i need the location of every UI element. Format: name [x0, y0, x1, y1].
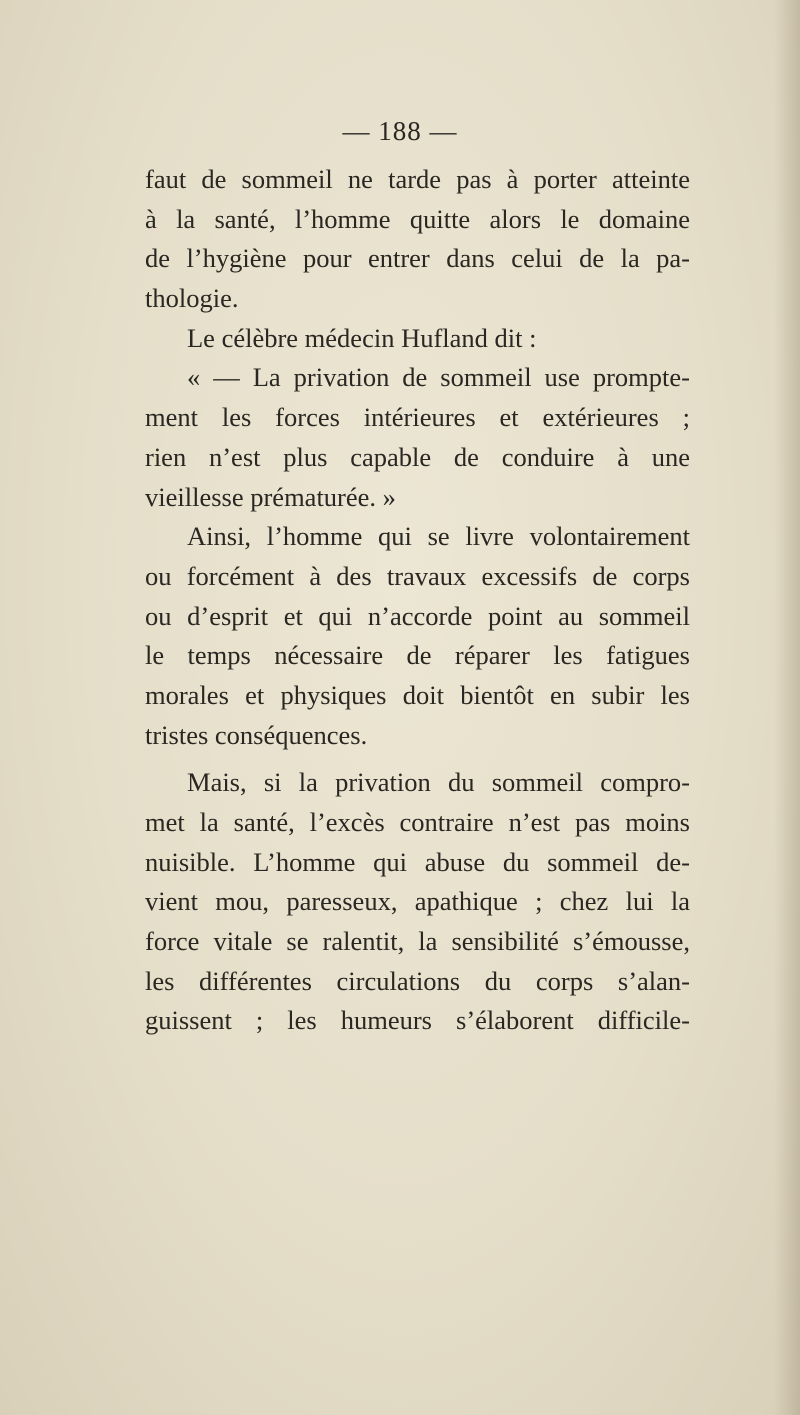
paragraph-start-line: Le célèbre médecin Hufland dit :	[187, 322, 537, 353]
text-line: faut de sommeil ne tarde pas à porter atteinte	[145, 164, 690, 194]
page-edge-shadow	[774, 0, 800, 1415]
text-line: force vitale se ralentit, la sensibilité s’émousse,	[145, 926, 690, 957]
text-line: à la santé, l’homme quitte alors le domaine	[145, 203, 690, 234]
text-line: vient mou, paresseux, apathique ; chez lui la	[145, 886, 690, 917]
text-line: vieillesse prématurée. »	[145, 481, 396, 512]
text-line: le temps nécessaire de réparer les fatigues	[145, 640, 690, 671]
text-line: morales et physiques doit bientôt en subir les	[145, 679, 690, 710]
text-line: thologie.	[145, 283, 239, 314]
text-line: rien n’est plus capable de conduire à une	[145, 441, 690, 472]
text-line: de l’hygiène pour entrer dans celui de la pa-	[145, 243, 690, 274]
text-line: ou d’esprit et qui n’accorde point au sommeil	[145, 600, 690, 631]
text-line: met la santé, l’excès contraire n’est pas moins	[145, 807, 690, 837]
text-line: nuisible. L’homme qui abuse du sommeil de-	[145, 846, 690, 877]
paragraph-start-line: Mais, si la privation du sommeil compro-	[187, 767, 690, 798]
body-text	[145, 160, 690, 1041]
paragraph-start-line: Ainsi, l’homme qui se livre volontairement	[187, 521, 690, 552]
quote-start-line: « — La privation de sommeil use prompte-	[187, 362, 690, 393]
text-line: les différentes circulations du corps s’alan-	[145, 965, 690, 996]
text-line: ou forcément à des travaux excessifs de corps	[145, 560, 690, 591]
page-number: — 188 —	[342, 116, 458, 146]
text-line: ment les forces intérieures et extérieures ;	[145, 402, 690, 433]
text-line: guissent ; les humeurs s’élaborent difficile-	[145, 1005, 690, 1036]
text-line: tristes conséquences.	[145, 719, 368, 750]
